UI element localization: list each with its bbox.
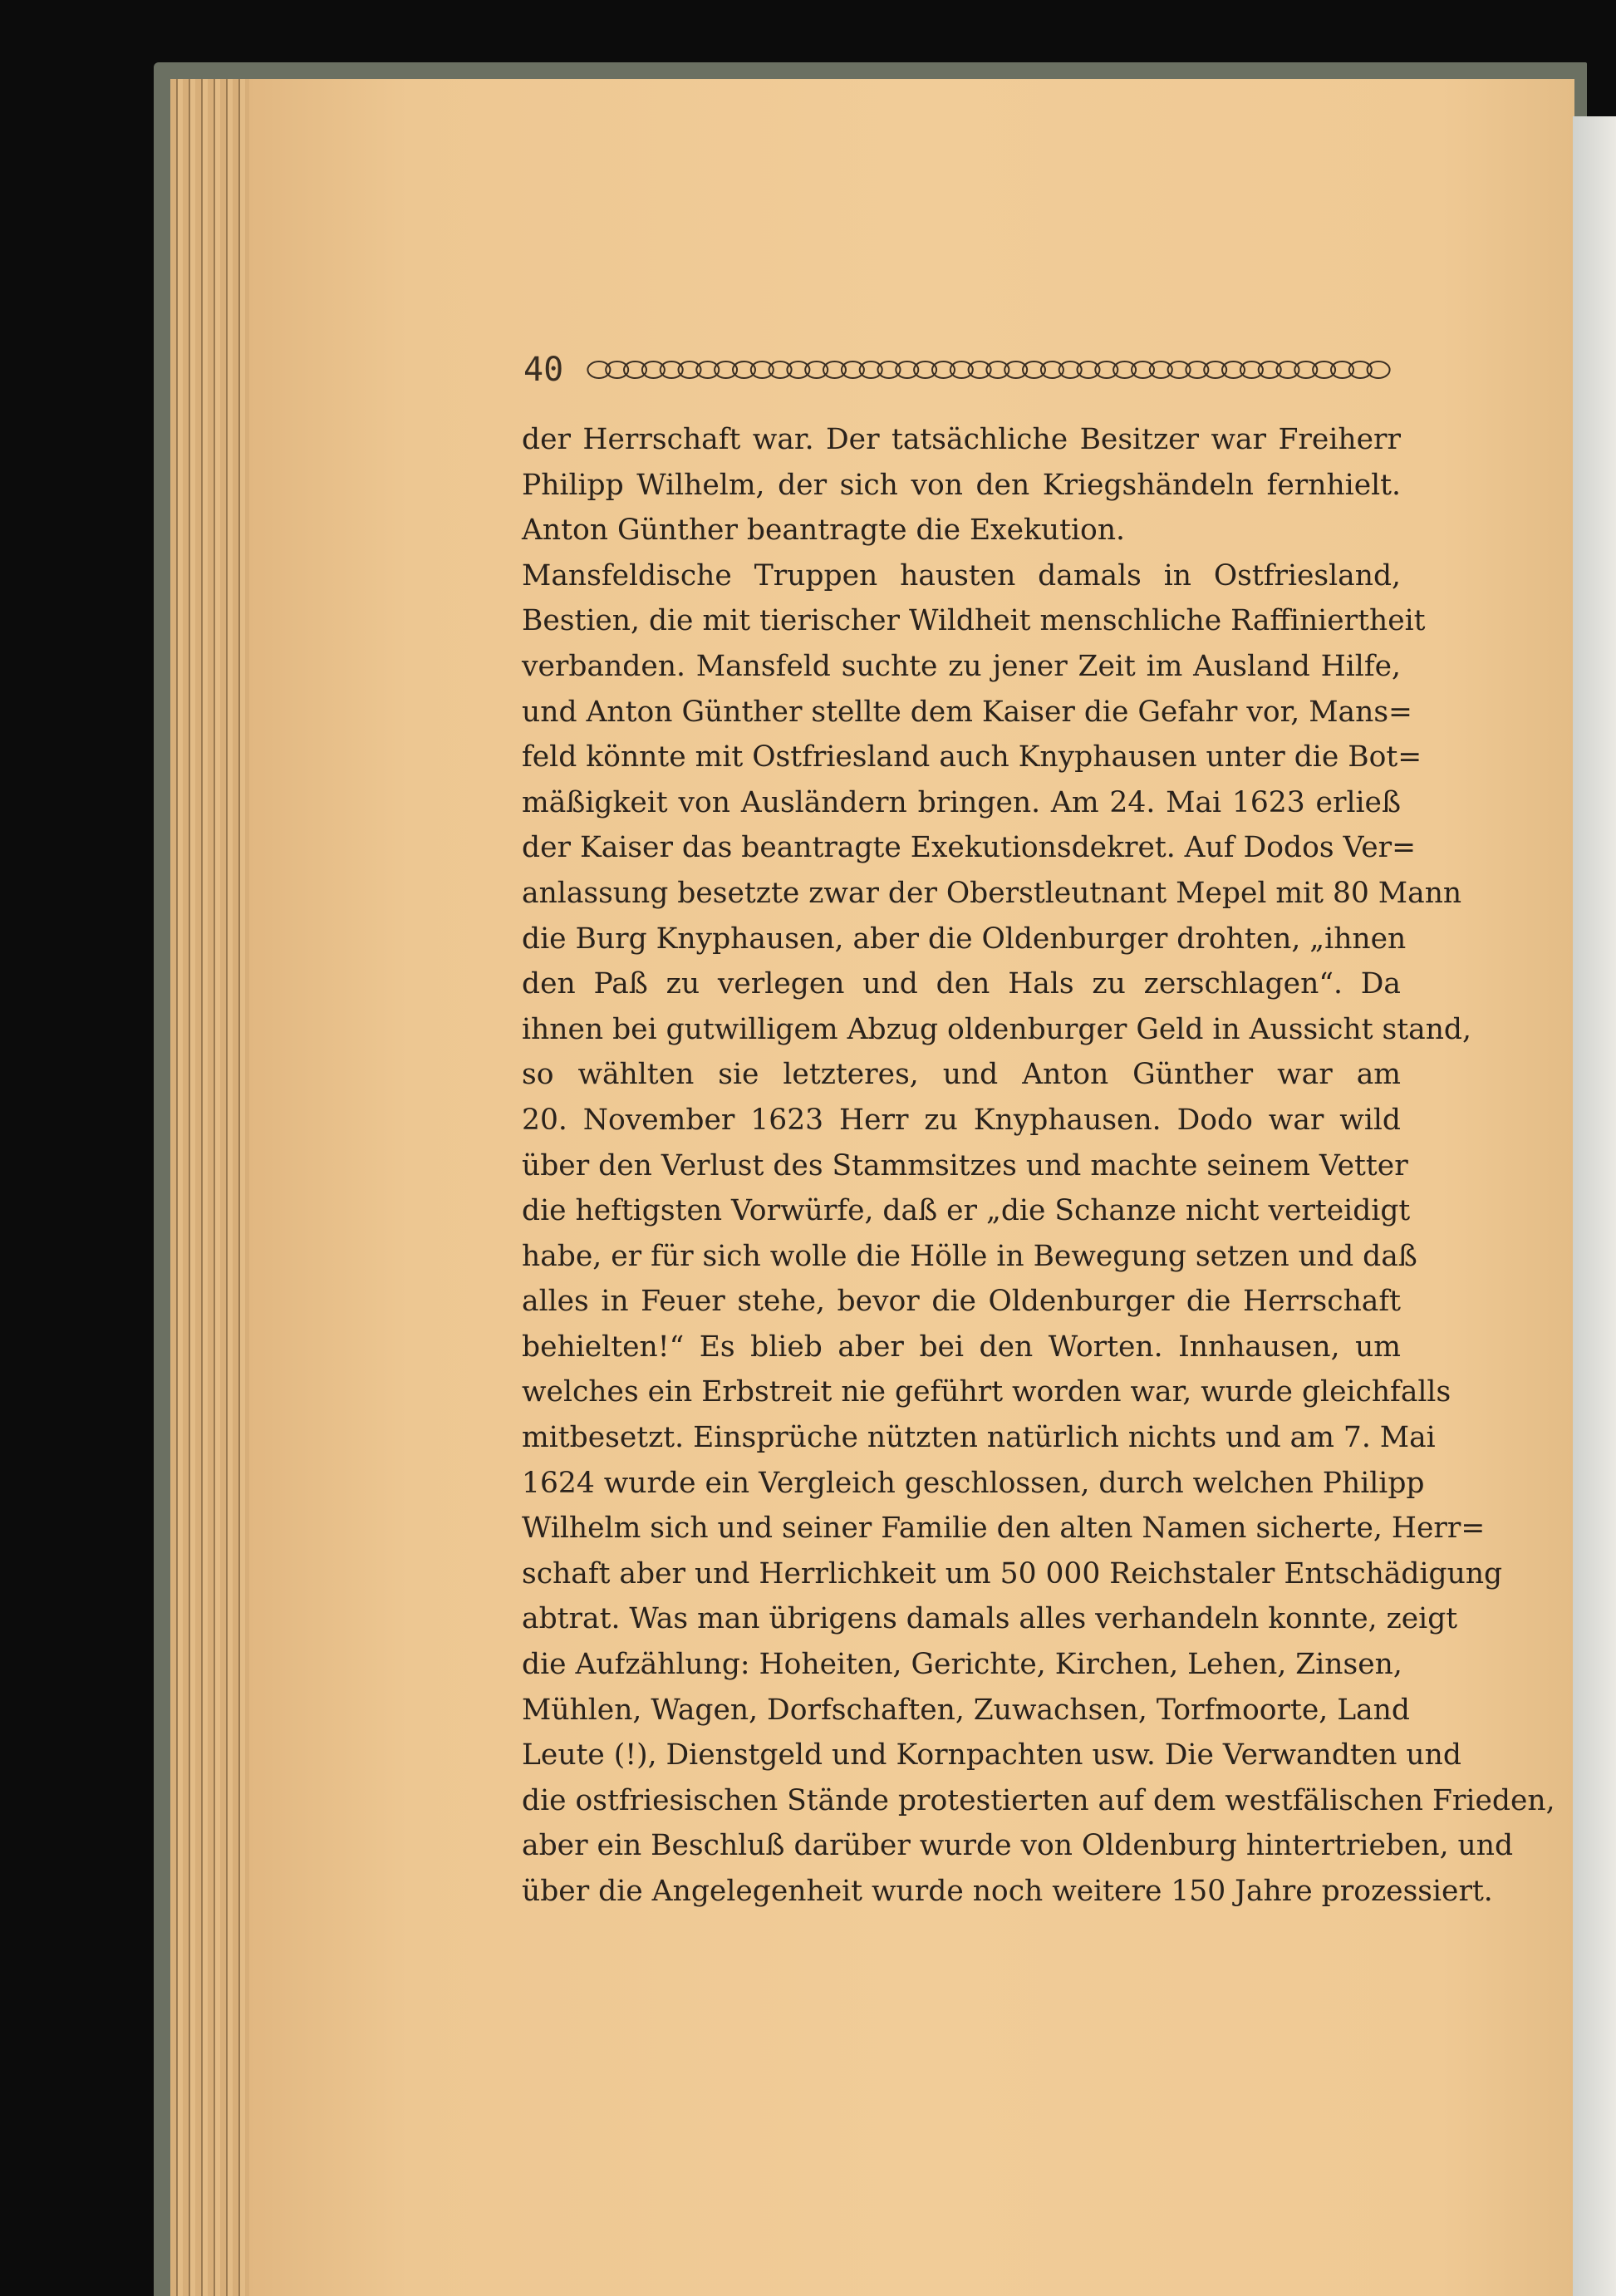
ornament-ring: [1294, 361, 1317, 378]
ornament-ring: [751, 361, 774, 378]
ornament-ring: [1240, 361, 1263, 378]
text-line: Leute (!), Dienstgeld und Kornpachten usw. Die Verwandten und: [522, 1738, 1461, 1772]
text-line: habe, er für sich wolle die Hölle in Bewegung setzen und daß: [522, 1239, 1417, 1273]
ornament-ring: [1186, 361, 1208, 378]
ornament-ring: [1023, 361, 1045, 378]
body-text: [522, 417, 1555, 1915]
text-line: behielten!“ Es blieb aber bei den Worten. Innhausen, um: [522, 1330, 1401, 1364]
text-line: Philipp Wilhelm, der sich von den Kriegshändeln fernhielt.: [522, 468, 1401, 502]
ornament-ring: [823, 361, 846, 378]
ornament-ring: [1168, 361, 1191, 378]
ornament-ring: [1004, 361, 1027, 378]
text-line: Bestien, die mit tierischer Wildheit menschliche Raffiniertheit: [522, 604, 1426, 638]
ornament-ring: [805, 361, 828, 378]
ornament-ring: [878, 361, 901, 378]
ornament-ring: [606, 361, 628, 378]
text-line: abtrat. Was man übrigens damals alles verhandeln konnte, zeigt: [522, 1602, 1458, 1636]
ornament-ring: [1368, 361, 1390, 378]
text-line: welches ein Erbstreit nie geführt worden war, wurde gleichfalls: [522, 1375, 1451, 1409]
text-line: die heftigsten Vorwürfe, daß er „die Schanze nicht verteidigt: [522, 1194, 1411, 1228]
text-line: anlassung besetzte zwar der Oberstleutnant Mepel mit 80 Mann: [522, 876, 1462, 910]
ornament-ring: [787, 361, 809, 378]
page-number: 40: [523, 351, 564, 389]
ornament-ring: [950, 361, 973, 378]
text-line: die Burg Knyphausen, aber die Oldenburger drohten, „ihnen: [522, 922, 1407, 956]
facing-page-edge: [1573, 116, 1616, 2296]
text-line: feld könnte mit Ostfriesland auch Knyphausen unter die Bot=: [522, 740, 1422, 774]
text-line: ihnen bei gutwilligem Abzug oldenburger Geld in Aussicht stand,: [522, 1012, 1471, 1046]
ornament-ring: [1132, 361, 1154, 378]
text-line: so wählten sie letzteres, und Anton Günther war am: [522, 1058, 1401, 1092]
ornament-ring: [642, 361, 665, 378]
text-line: schaft aber und Herrlichkeit um 50 000 Reichstaler Entschädigung: [522, 1556, 1503, 1590]
ornament-ring: [715, 361, 737, 378]
ornament-ring: [587, 361, 610, 378]
ornament-ring: [1277, 361, 1299, 378]
ornament-ring: [842, 361, 864, 378]
text-line: der Kaiser das beantragte Exekutionsdekret. Auf Dodos Ver=: [522, 831, 1417, 865]
ornament-ring: [679, 361, 701, 378]
ornament-ring: [1150, 361, 1172, 378]
text-line: aber ein Beschluß darüber wurde von Oldenburg hintertrieben, und: [522, 1829, 1514, 1863]
ornament-ring: [1259, 361, 1281, 378]
ornament-ring: [932, 361, 955, 378]
text-line: die Aufzählung: Hoheiten, Gerichte, Kirchen, Lehen, Zinsen,: [522, 1648, 1402, 1682]
ornament-ring: [624, 361, 646, 378]
ornament-ring: [1059, 361, 1082, 378]
ornament-ring: [1222, 361, 1245, 378]
text-line: alles in Feuer stehe, bevor die Oldenburger die Herrschaft: [522, 1285, 1401, 1319]
ornament-ring: [896, 361, 918, 378]
text-line: über den Verlust des Stammsitzes und machte seinem Vetter: [522, 1148, 1408, 1182]
ornament-ring: [1041, 361, 1063, 378]
ornament-ring: [661, 361, 683, 378]
ornament-ring: [1078, 361, 1100, 378]
text-line: 1624 wurde ein Vergleich geschlossen, durch welchen Philipp: [522, 1466, 1425, 1500]
text-line: über die Angelegenheit wurde noch weitere 150 Jahre prozessiert.: [522, 1875, 1493, 1908]
text-line: Wilhelm sich und seiner Familie den alten Namen sicherte, Herr=: [522, 1512, 1486, 1546]
ring-border-ornament: [590, 358, 1388, 381]
text-line: Mansfeldische Truppen hausten damals in Ostfriesland,: [522, 558, 1401, 592]
ornament-ring: [986, 361, 1009, 378]
ornament-ring: [969, 361, 991, 378]
ornament-ring: [1204, 361, 1226, 378]
running-head: [523, 349, 1396, 391]
text-line: mitbesetzt. Einsprüche nützten natürlich nichts und am 7. Mai: [522, 1421, 1436, 1455]
ornament-ring: [860, 361, 882, 378]
text-line: 20. November 1623 Herr zu Knyphausen. Dodo war wild: [522, 1103, 1401, 1137]
text-line: und Anton Günther stellte dem Kaiser die Gefahr vor, Mans=: [522, 695, 1412, 729]
text-line: Anton Günther beantragte die Exekution.: [522, 514, 1125, 548]
ornament-ring: [1331, 361, 1353, 378]
ornament-ring: [1349, 361, 1372, 378]
text-line: verbanden. Mansfeld suchte zu jener Zeit im Ausland Hilfe,: [522, 649, 1401, 683]
ornament-ring: [769, 361, 792, 378]
text-line: den Paß zu verlegen und den Hals zu zerschlagen“. Da: [522, 967, 1401, 1001]
ornament-ring: [1095, 361, 1117, 378]
ornament-rings: [590, 358, 1388, 381]
text-line: mäßigkeit von Ausländern bringen. Am 24. Mai 1623 erließ: [522, 785, 1401, 819]
ornament-ring: [914, 361, 936, 378]
ornament-ring: [1113, 361, 1136, 378]
text-line: Mühlen, Wagen, Dorfschaften, Zuwachsen, Torfmoorte, Land: [522, 1693, 1410, 1727]
text-line: die ostfriesischen Stände protestierten auf dem westfälischen Frieden,: [522, 1783, 1555, 1817]
ornament-ring: [1313, 361, 1335, 378]
ornament-ring: [696, 361, 719, 378]
text-line: der Herrschaft war. Der tatsächliche Besitzer war Freiherr: [522, 423, 1401, 456]
ornament-ring: [733, 361, 755, 378]
